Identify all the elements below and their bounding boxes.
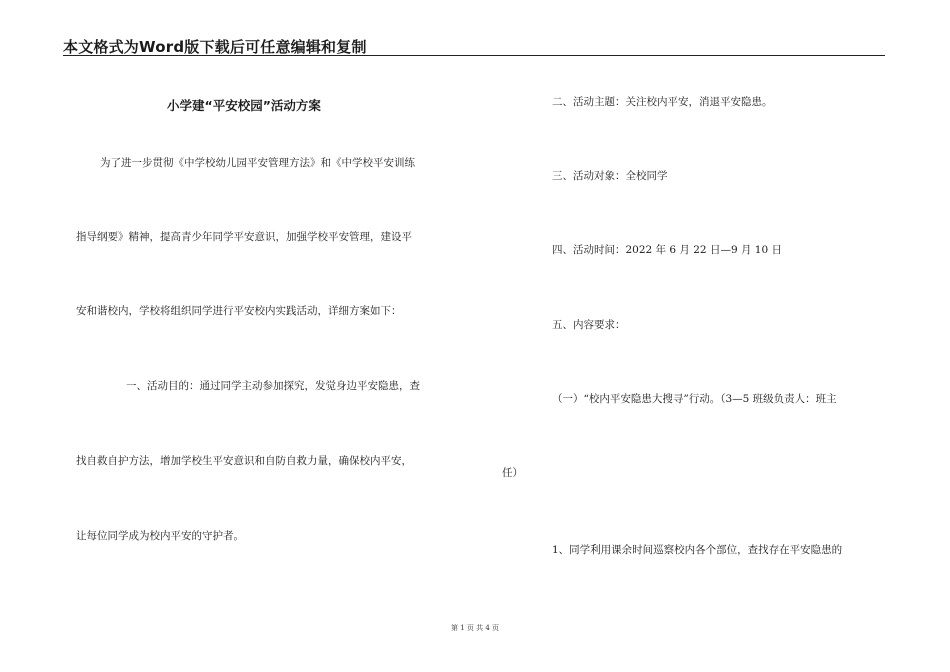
document-title: 小学建“平安校园”活动方案	[167, 98, 321, 113]
right-paragraph-line: （一）“校内平安隐患大搜寻”行动。（3—5 班级负责人：班主	[552, 393, 837, 405]
left-paragraph-line: 指导纲要》精神，提高青少年同学平安意识，加强学校平安管理，建设平	[76, 231, 412, 243]
right-paragraph-line: 四、活动时间：2022 年 6 月 22 日—9 月 10 日	[552, 244, 783, 256]
left-paragraph-line: 为了进一步贯彻《中学校幼儿园平安管理方法》和《中学校平安训练	[100, 157, 415, 169]
left-paragraph-line: 找自救自护方法，增加学校生平安意识和自防自救力量，确保校内平安，	[76, 455, 412, 467]
left-paragraph-line: 安和谐校内，学校将组织同学进行平安校内实践活动，详细方案如下：	[76, 305, 402, 317]
page-footer: 第 1 页 共 4 页	[450, 624, 500, 632]
header-divider	[63, 55, 885, 56]
document-header: 本文格式为Word版下载后可任意编辑和复制	[63, 38, 367, 56]
right-paragraph-line: 二、活动主题：关注校内平安，消退平安隐患。	[552, 96, 773, 108]
right-paragraph-line: 三、活动对象：全校同学	[552, 170, 668, 182]
right-paragraph-line: 1、同学利用课余时间巡察校内各个部位，查找存在平安隐患的	[552, 544, 843, 556]
left-paragraph-line: 一、活动目的：通过同学主动参加探究，发觉身边平安隐患，查	[126, 380, 420, 392]
right-paragraph-line: 五、内容要求：	[552, 319, 626, 331]
left-paragraph-line: 让每位同学成为校内平安的守护者。	[76, 530, 244, 542]
wrapped-fragment: 任）	[502, 467, 523, 479]
